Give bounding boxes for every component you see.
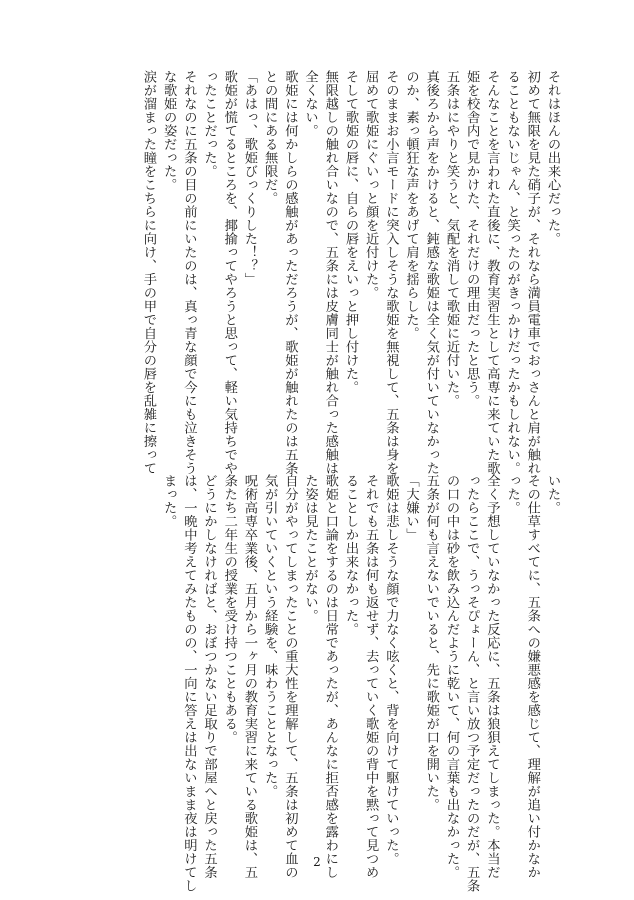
text-line: 五条が何も言えないでいると、先に歌姫が口を開いた。 [423,474,439,812]
text-line: 涙が溜まった瞳をこちらに向け、手の甲で自分の唇を乱雑に擦って [140,70,156,475]
text-line: 全くない。 [302,70,318,138]
text-line: 五条はにやりと笑うと、気配を消して歌姫に近付いた。 [443,70,459,408]
text-line: ることもないじゃん、と笑ったのがきっかけだったかもしれない。 [504,70,520,475]
text-line: 屈めて歌姫にぐいっと顔を近付けた。 [363,70,379,300]
text-line: 自分がやってしまったことの重大性を理解して、五条は初めて血の [282,474,298,879]
text-line: ったことだった。 [201,70,217,178]
text-line: のか、素っ頓狂な声をあげて肩を揺らした。 [403,70,419,340]
text-line: いた。 [545,474,560,515]
text-line: 無限越しの触れ合いなので、五条には皮膚同士が触れ合った感触は [322,70,338,475]
text-line: 歌姫が慌てるところを、揶揄ってやろうと思って、軽い気持ちでや [221,70,237,475]
text-line: 全く予想していなかった反応に、五条は狼狽えてしまった。本当だ [484,474,500,879]
text-line: は、一晩中考えてみたものの、一向に答えは出ないまま夜は明けてし [181,474,197,893]
text-line: それでも五条は何も返せず、去っていく歌姫の背中を黙って見つめ [363,474,379,879]
text-line: 真後ろから声をかけると、鈍感な歌姫は全く気が付いていなかった [423,70,439,475]
text-block-top [138,70,562,475]
text-line: 気が引いていくという経験を、味わうこととなった。 [262,474,278,798]
text-line: 呪術高専卒業後、五月から一ヶ月の教育実習に来ている歌姫は、五 [241,474,257,879]
text-line: どうにかしなければと、おぼつかない足取りで部屋へと戻った五条 [201,474,217,879]
text-line: の口の中は砂を飲み込んだように乾いて、何の言葉も出なかった。 [443,474,459,879]
text-line: 歌姫には何かしらの感触があっただろうが、歌姫が触れたのは五条 [282,70,298,475]
text-line: 条たち二年生の授業を受け持つこともある。 [221,474,237,744]
text-line: 初めて無限を見た硝子が、それなら満員電車でおっさんと肩が触れ [524,70,540,475]
text-line: それはほんの出来心だった。 [545,70,560,246]
text-line: 「大嫌い」 [403,474,419,542]
text-line: ったらここで、うっそぴょーん、と言い放つ予定だったのだが、五条 [464,474,480,893]
page-number: 2 [313,855,321,869]
text-line: ることしか出来なかった。 [342,474,358,636]
text-line: 歌姫は悲しそうな顔で力なく呟くと、背を向けて駆けていった。 [383,474,399,866]
text-line: 歌姫と口論をするのは日常であったが、あんなに拒否感を露わにし [322,474,338,879]
text-line: その仕草すべてに、五条への嫌悪感を感じて、理解が追い付かなか [524,474,540,879]
text-line: まった。 [161,474,177,528]
text-line: 姫を校舎内で見かけた、それだけの理由だったと思う。 [464,70,480,408]
text-block-bottom [158,474,562,893]
text-line: そのままお小言モードに突入しそうな歌姫を無視して、五条は身を [383,70,399,475]
text-line: そして歌姫の唇に、自らの唇をえいっと押し付けた。 [342,70,358,394]
text-line: それなのに五条の目の前にいたのは、真っ青な顔で今にも泣きそう [181,70,197,475]
text-line: な歌姫の姿だった。 [161,70,177,192]
text-line: った。 [504,474,520,515]
text-line: そんなことを言われた直後に、教育実習生として高専に来ていた歌 [484,70,500,475]
text-line: た姿は見たことがない。 [302,474,318,623]
text-line: 「あはっ、歌姫びっくりした！？」 [241,70,257,286]
text-line: との間にある無限だ。 [262,70,278,205]
